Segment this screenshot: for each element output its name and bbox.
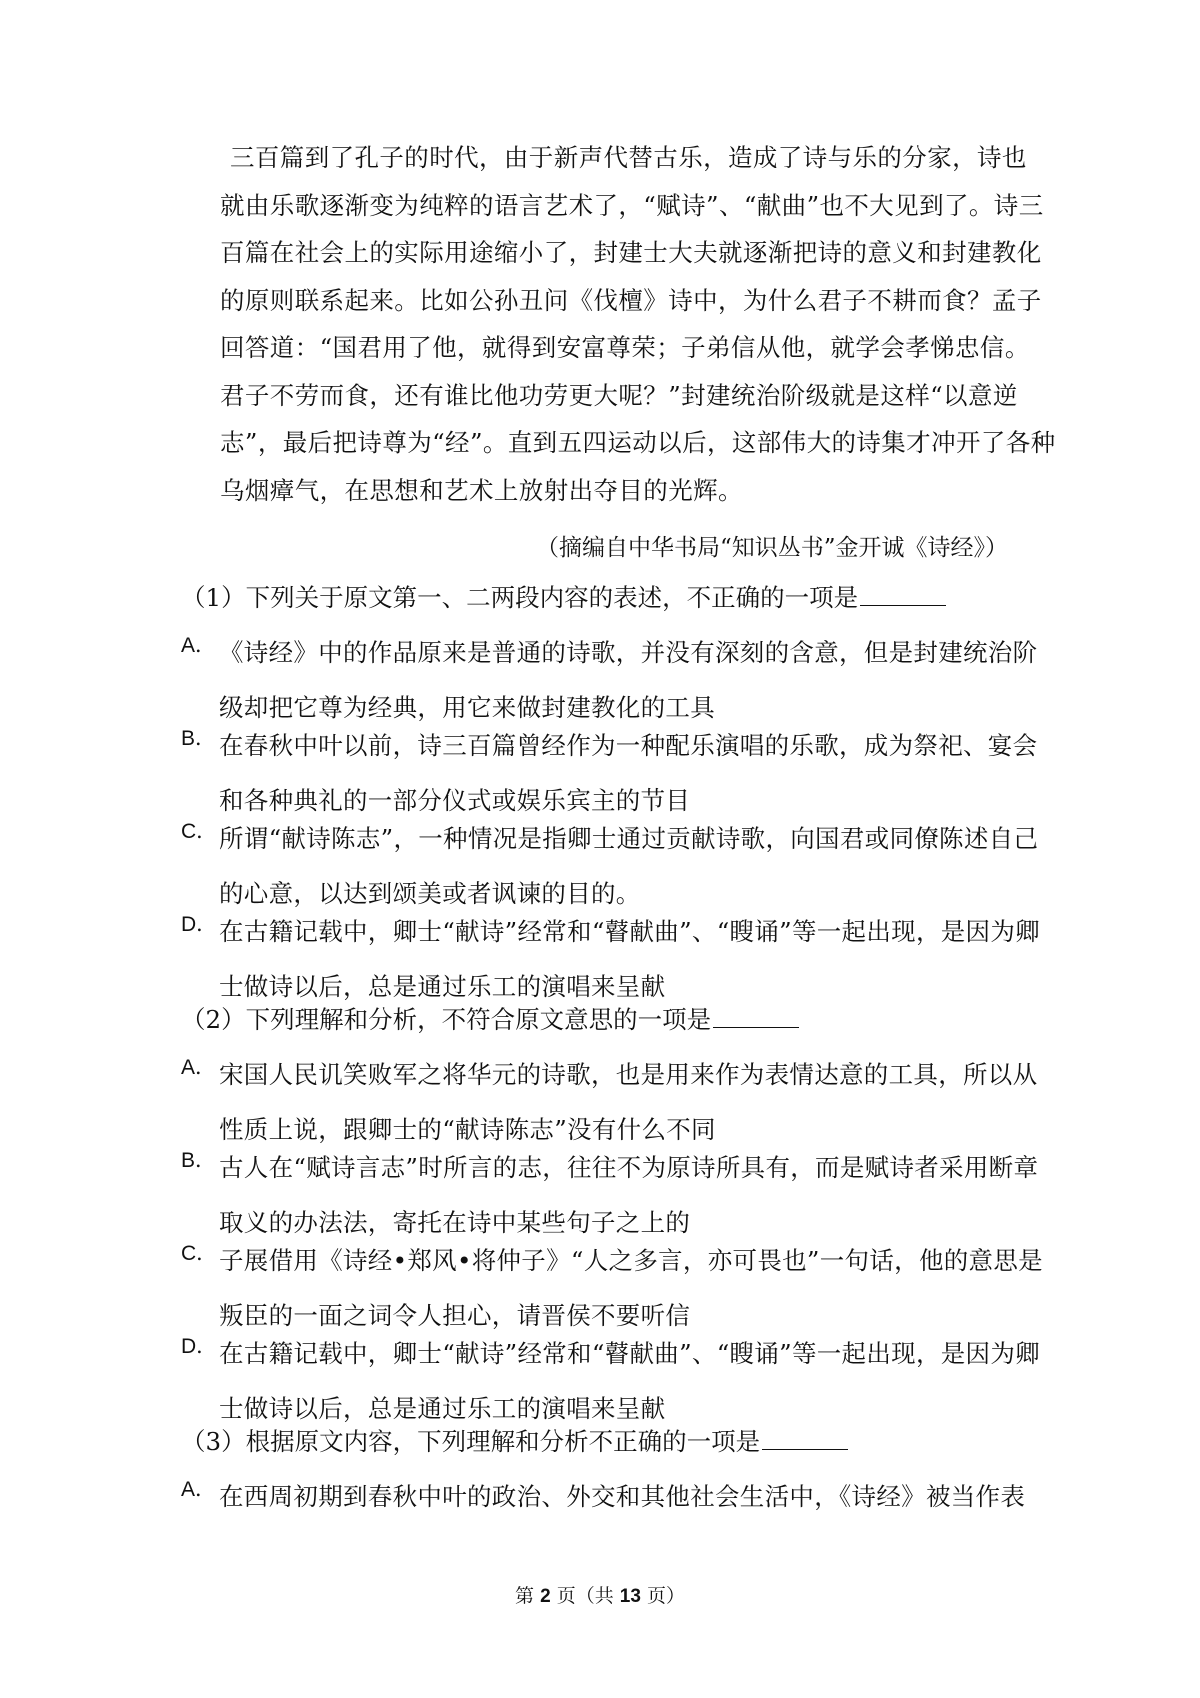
question-1-option-c — [181, 815, 1039, 911]
question-2-option-c — [181, 1237, 1043, 1333]
page-footer — [0, 1584, 1200, 1609]
footer-suffix: 页） — [646, 1585, 685, 1607]
question-stem — [181, 1003, 799, 1037]
footer-page-number: 2 — [540, 1586, 551, 1607]
answer-blank — [762, 1425, 848, 1450]
option-line: 古人在“赋诗言志”时所言的志，往往不为原诗所具有，而是赋诗者采用断章 — [219, 1153, 1039, 1182]
footer-prefix: 第 — [515, 1585, 535, 1607]
option-line: 《诗经》中的作品原来是普通的诗歌，并没有深刻的含意，但是封建统治阶 — [219, 638, 1038, 667]
footer-total-pages: 13 — [619, 1586, 641, 1607]
passage-line: 志”，最后把诗尊为“经”。直到五四运动以后，这部伟大的诗集才冲开了各种 — [220, 428, 1056, 457]
option-letter: D． — [181, 913, 218, 936]
option-line: 宋国人民讥笑败军之将华元的诗歌，也是用来作为表情达意的工具，所以从 — [219, 1060, 1038, 1089]
question-stem — [181, 581, 946, 615]
option-letter: B． — [181, 1149, 217, 1172]
answer-blank — [713, 1003, 799, 1028]
option-line: 的心意，以达到颂美或者讽谏的目的。 — [219, 879, 641, 908]
option-line: 级却把它尊为经典，用它来做封建教化的工具 — [219, 693, 715, 722]
option-line: 士做诗以后，总是通过乐工的演唱来呈献 — [219, 972, 666, 1001]
option-letter: A． — [181, 1056, 217, 1079]
passage-line: 百篇在社会上的实际用途缩小了，封建士大夫就逐渐把诗的意义和封建教化 — [220, 238, 1042, 267]
passage-line: 三百篇到了孔子的时代，由于新声代替古乐，造成了诗与乐的分家，诗也 — [230, 143, 1027, 172]
passage-paragraph — [220, 134, 1056, 514]
option-letter: C． — [181, 820, 218, 843]
footer-mid: 页（共 — [556, 1585, 614, 1607]
option-line: 所谓“献诗陈志”，一种情况是指卿士通过贡献诗歌，向国君或同僚陈述自己 — [219, 824, 1039, 853]
option-line: 子展借用《诗经•郑风•将仲子》“人之多言，亦可畏也”一句话，他的意思是 — [219, 1246, 1043, 1275]
answer-blank — [860, 581, 946, 606]
option-letter: D． — [181, 1335, 218, 1358]
question-1-option-b — [181, 722, 1038, 818]
option-letter: B． — [181, 727, 217, 750]
question-2-option-a — [181, 1051, 1038, 1147]
option-line: 取义的办法法，寄托在诗中某些句子之上的 — [219, 1208, 691, 1237]
passage-line: 的原则联系起来。比如公孙丑问《伐檀》诗中，为什么君子不耕而食？孟子 — [220, 285, 1042, 315]
option-line: 在春秋中叶以前，诗三百篇曾经作为一种配乐演唱的乐歌，成为祭祀、宴会 — [219, 731, 1038, 760]
option-letter: A． — [181, 1478, 217, 1501]
passage-line: 就由乐歌逐渐变为纯粹的语言艺术了，“赋诗”、“献曲”也不大见到了。诗三 — [220, 190, 1044, 220]
option-line: 士做诗以后，总是通过乐工的演唱来呈献 — [219, 1394, 666, 1423]
passage-line: 君子不劳而食，还有谁比他功劳更大呢？”封建统治阶级就是这样“以意逆 — [220, 380, 1018, 410]
passage-line: 回答道：“国君用了他，就得到安富尊荣；子弟信从他，就学会孝悌忠信。 — [220, 333, 1030, 362]
question-stem-text: （1）下列关于原文第一、二两段内容的表述，不正确的一项是 — [181, 583, 859, 612]
option-letter: A． — [181, 634, 217, 657]
question-1-option-a — [181, 629, 1038, 725]
question-1-option-d — [181, 908, 1040, 1004]
option-line: 叛臣的一面之词令人担心，请晋侯不要听信 — [219, 1301, 691, 1330]
passage-line: 乌烟瘴气，在思想和艺术上放射出夺目的光辉。 — [220, 475, 743, 505]
question-stem-text: （3）根据原文内容，下列理解和分析不正确的一项是 — [181, 1427, 761, 1456]
option-line: 在西周初期到春秋中叶的政治、外交和其他社会生活中，《诗经》被当作表 — [219, 1482, 1026, 1511]
option-line: 和各种典礼的一部分仪式或娱乐宾主的节目 — [219, 786, 691, 815]
question-2-option-d — [181, 1330, 1040, 1426]
option-line: 在古籍记载中，卿士“献诗”经常和“瞽献曲”、“瞍诵”等一起出现，是因为卿 — [219, 1339, 1040, 1368]
passage-source: （摘编自中华书局“知识丛书”金开诚《诗经》） — [535, 535, 1008, 561]
question-3-option-a — [181, 1473, 1031, 1521]
option-letter: C． — [181, 1242, 218, 1265]
option-line: 性质上说，跟卿士的“献诗陈志”没有什么不同 — [219, 1115, 716, 1144]
option-line: 在古籍记载中，卿士“献诗”经常和“瞽献曲”、“瞍诵”等一起出现，是因为卿 — [219, 917, 1040, 946]
question-stem — [181, 1425, 848, 1459]
question-stem-text: （2）下列理解和分析，不符合原文意思的一项是 — [181, 1005, 712, 1034]
question-2-option-b — [181, 1144, 1039, 1240]
